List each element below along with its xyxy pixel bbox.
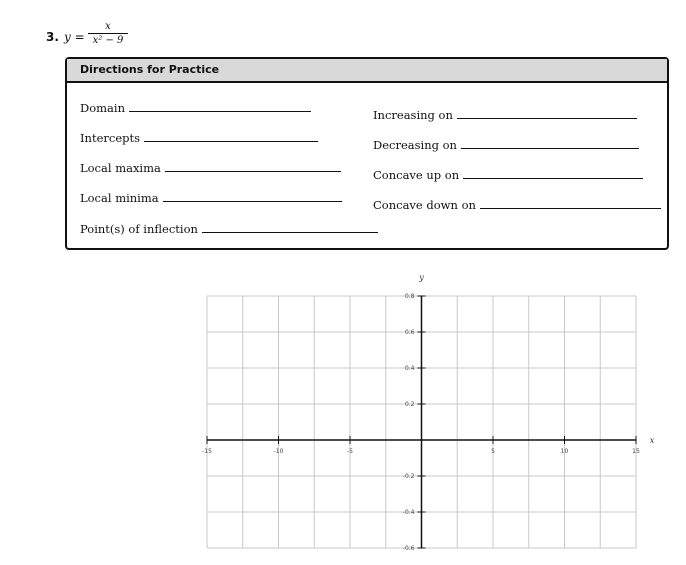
- y-tick-label: -0.2: [402, 473, 415, 480]
- x-tick-label: -10: [273, 448, 284, 455]
- increasing-label: Increasing on: [373, 108, 453, 122]
- y-axis-label: y: [419, 273, 424, 282]
- directions-title: Directions for Practice: [67, 59, 667, 83]
- intercepts-label: Intercepts: [80, 131, 141, 145]
- x-tick-label: 5: [491, 448, 495, 455]
- inflection-label: Point(s) of inflection: [80, 222, 198, 236]
- domain-label: Domain: [80, 101, 125, 115]
- x-tick-label: 10: [560, 448, 569, 455]
- y-tick-label: -0.6: [402, 545, 415, 552]
- x-tick-label: 15: [632, 448, 640, 455]
- problem-number: 3.: [46, 30, 59, 44]
- y-tick-label: 0.2: [404, 401, 415, 408]
- fraction-denominator: x² − 9: [92, 35, 124, 46]
- y-tick-label: 0.4: [404, 365, 415, 372]
- fraction-numerator: x: [88, 21, 128, 34]
- y-tick-label: 0.8: [404, 293, 415, 300]
- x-tick-label: -5: [347, 448, 353, 455]
- local-minima-label: Local minima: [80, 191, 159, 205]
- x-axis-label: x: [649, 436, 655, 445]
- y-tick-label: 0.6: [404, 329, 415, 336]
- decreasing-label: Decreasing on: [373, 138, 457, 152]
- concave-down-label: Concave down on: [373, 198, 476, 212]
- x-tick-label: -15: [202, 448, 212, 455]
- local-maxima-label: Local maxima: [80, 161, 161, 175]
- y-tick-label: -0.4: [402, 509, 415, 516]
- concave-up-label: Concave up on: [373, 168, 460, 182]
- equation-lhs: y =: [64, 30, 85, 44]
